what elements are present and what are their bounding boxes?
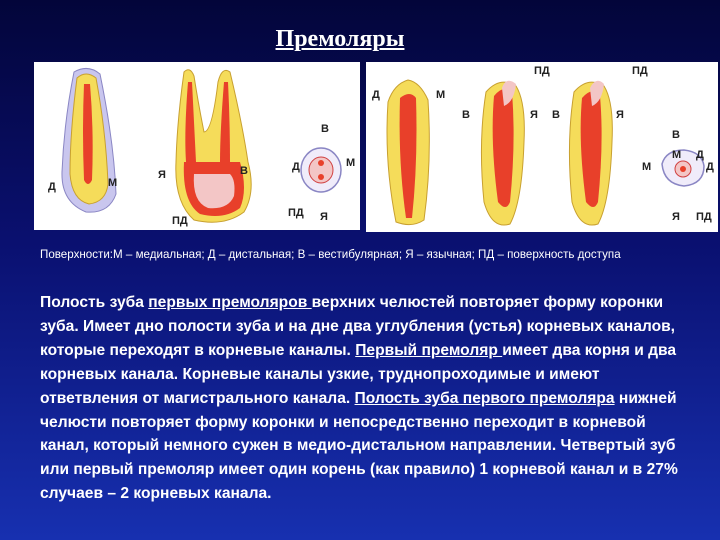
body-text-segment: верхних челюстей повторяет форму коронки зуба. Имеет дно полости зуба и на дне два углубления (устья) корневых каналов, которые переходят в корневые каналы. — [40, 294, 676, 359]
figure-right-label: Я — [530, 109, 538, 121]
figure-right-label: Я — [672, 211, 680, 223]
tooth-section-a — [387, 80, 429, 225]
figure-left-label: В — [240, 165, 248, 177]
figure-left-label: Я — [320, 211, 328, 223]
body-text-segment: Полость зуба — [40, 294, 149, 311]
link-first-premolar[interactable]: Первый премоляр — [355, 341, 503, 359]
figure-right-label: ПД — [534, 65, 550, 77]
figure-right-label: ПД — [696, 211, 712, 223]
body-text-segment: нижней челюсти повторяет форму коронки и непосредственно переходит в корневой канал, который немного сужен в медио-дистальном направлении. Четвертый зуб или первый премоляр имеет один корень (как правило) 1 корневой канал и в 27% случаев – 2 корневых канала. — [40, 389, 678, 503]
figure-left-label: М — [108, 177, 118, 189]
tooth-section-2 — [176, 70, 251, 222]
figure-right-label: М — [672, 149, 682, 161]
tooth-section-1 — [62, 68, 116, 212]
figure-right-label: Д — [706, 161, 714, 173]
lower-premolar-drawing — [366, 62, 718, 232]
figure-right-label: Я — [616, 109, 624, 121]
figure-right-label: В — [552, 109, 560, 121]
upper-premolar-drawing — [34, 62, 360, 230]
figure-left-label: Д — [292, 161, 300, 173]
figure-right-label: Д — [372, 89, 380, 101]
figure-left-label: В — [321, 123, 329, 135]
figure-right-label: В — [462, 109, 470, 121]
figure-right-label: ПД — [632, 65, 648, 77]
tooth-section-c — [569, 81, 612, 225]
figure-right-label: В — [672, 129, 680, 141]
link-first-premolars-upper[interactable]: первых премоляров — [148, 294, 312, 311]
body-paragraph — [40, 291, 690, 506]
figure-left-label: М — [346, 157, 356, 169]
figure-right-label: М — [642, 161, 652, 173]
figure-left-label: Д — [48, 181, 56, 193]
figure-left-label: Я — [158, 169, 166, 181]
tooth-section-b — [481, 81, 524, 225]
upper-premolar-illustration — [34, 62, 360, 230]
lower-premolar-illustration — [366, 62, 718, 232]
figure-right-label: Д — [696, 149, 704, 161]
body-text-segment: имеет два корня и два корневых канала. Корневые каналы узкие, труднопроходимые и имеют ответвления от магистрального канала. — [40, 341, 677, 407]
tooth-occlusal-view — [301, 148, 341, 192]
figure-right-label: М — [436, 89, 446, 101]
figure-left-label: ПД — [288, 207, 304, 219]
slide-title: Премоляры — [275, 26, 405, 52]
figure-left-label: ПД — [172, 215, 188, 227]
figure-caption: Поверхности:М – медиальная; Д – дистальная; В – вестибулярная; Я – язычная; ПД – поверхность доступа — [40, 248, 621, 261]
link-first-premolar-cavity[interactable]: Полость зуба первого премоляра — [354, 389, 615, 407]
